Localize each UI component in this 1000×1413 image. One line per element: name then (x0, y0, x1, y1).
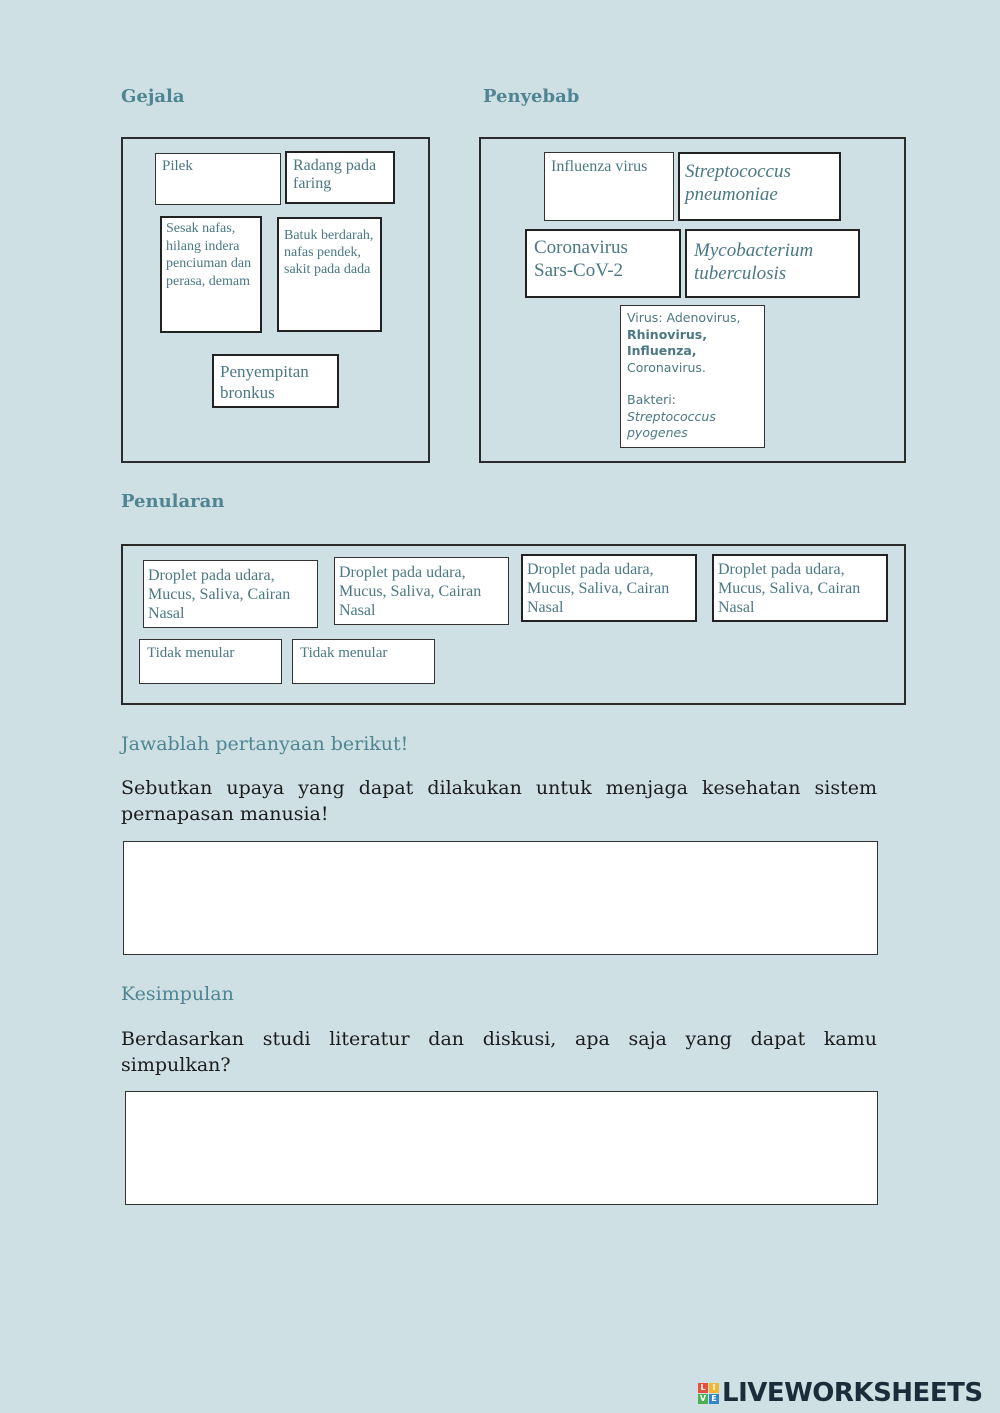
mixed-bakteri-line2: pyogenes (627, 425, 688, 440)
conclusion-title: Kesimpulan (121, 983, 234, 1005)
mixed-bakteri-label: Bakteri: (627, 392, 676, 407)
mixed-virus-line4: Coronavirus. (627, 359, 706, 375)
question-2: Berdasarkan studi literatur dan diskusi, apa saja yang dapat kamu simpulkan? (121, 1028, 877, 1076)
liveworksheets-logo (698, 1378, 983, 1408)
gejala-card-batuk[interactable]: Batuk berdarah, nafas pendek, sakit pada dada (277, 217, 382, 332)
penularan-card-1[interactable]: Droplet pada udara, Mucus, Saliva, Cairan Nasal (143, 560, 318, 628)
penularan-card-tidak-2[interactable]: Tidak menular (292, 639, 435, 684)
penyebab-heading: Penyebab (483, 86, 580, 107)
gejala-card-penyempitan[interactable]: Penyempitan bronkus (212, 354, 339, 408)
logo-mark-icon: L I V E (698, 1383, 719, 1404)
question-1: Sebutkan upaya yang dapat dilakukan untuk menjaga kesehatan sistem pernapasan manusia! (121, 777, 877, 825)
gejala-card-sesak[interactable]: Sesak nafas, hilang indera penciuman dan perasa, demam (160, 216, 262, 333)
mixed-bakteri-line1: Streptococcus (627, 408, 716, 424)
penyebab-card-strep-pneumoniae[interactable]: Streptococcus pneumoniae (678, 152, 841, 221)
penularan-card-4[interactable]: Droplet pada udara, Mucus, Saliva, Cairan Nasal (712, 554, 888, 622)
mixed-virus-line2: Rhinovirus, (627, 326, 707, 342)
penyebab-card-coronavirus[interactable] (525, 229, 681, 298)
questions-prompt: Jawablah pertanyaan berikut! (121, 733, 409, 755)
penyebab-card-mycobacterium[interactable]: Mycobacterium tuberculosis (685, 229, 860, 298)
answer-2-field[interactable] (125, 1091, 878, 1205)
gejala-heading: Gejala (121, 86, 185, 107)
logo-text: LIVEWORKSHEETS (722, 1378, 983, 1408)
coronavirus-line1: Coronavirus (534, 237, 628, 258)
penyebab-card-influenza[interactable]: Influenza virus (544, 152, 674, 221)
gejala-card-pilek[interactable]: Pilek (155, 153, 281, 205)
penyebab-card-mixed[interactable] (620, 305, 765, 448)
penularan-heading: Penularan (121, 491, 225, 512)
penularan-card-2[interactable]: Droplet pada udara, Mucus, Saliva, Cairan Nasal (334, 557, 509, 625)
mixed-virus-line3: Influenza, (627, 343, 697, 358)
penularan-card-tidak-1[interactable]: Tidak menular (139, 639, 282, 684)
mixed-virus-line1: Adenovirus, (666, 310, 741, 325)
answer-1-field[interactable] (123, 841, 878, 955)
mixed-virus-prefix: Virus: (627, 310, 667, 325)
penularan-card-3[interactable]: Droplet pada udara, Mucus, Saliva, Cairan Nasal (521, 554, 697, 622)
coronavirus-line2: Sars-CoV-2 (534, 260, 624, 281)
gejala-card-radang[interactable]: Radang pada faring (285, 151, 395, 204)
